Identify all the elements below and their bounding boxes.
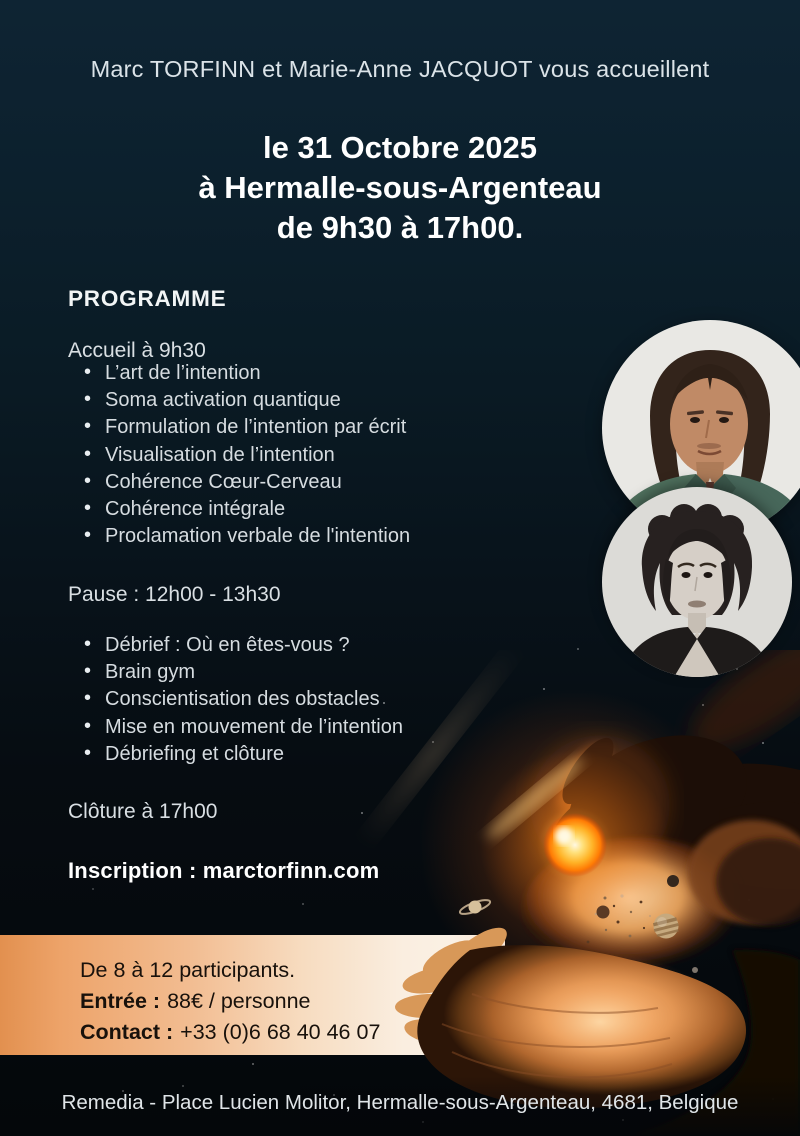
planet-tiny-gray xyxy=(692,967,698,973)
program-item: • Proclamation verbale de l'intention xyxy=(82,523,410,550)
event-time-line: de 9h30 à 17h00. xyxy=(276,210,524,245)
program-item: • Débriefing et clôture xyxy=(82,741,403,768)
program-item: • Conscientisation des obstacles xyxy=(82,686,403,713)
program-item: • Visualisation de l’intention xyxy=(82,442,410,469)
starfield xyxy=(0,0,2,2)
welcome-heading: Marc TORFINN et Marie-Anne JACQUOT vous accueillent xyxy=(90,56,710,82)
venue-address: Remedia - Place Lucien Molitor, Hermalle-sous-Argenteau, 4681, Belgique xyxy=(61,1091,739,1114)
program-item: • L’art de l’intention xyxy=(82,360,410,387)
entry-label: Entrée : xyxy=(80,989,161,1013)
participants-line: De 8 à 12 participants. xyxy=(80,958,296,982)
registration-line: Inscription : marctorfinn.com xyxy=(68,858,380,883)
closing-line: Clôture à 17h00 xyxy=(68,800,218,823)
morning-session-heading: Accueil à 9h30 xyxy=(68,339,206,362)
woman-portrait-photo xyxy=(602,487,792,677)
program-item: • Mise en mouvement de l’intention xyxy=(82,714,403,741)
program-item: • Cohérence Cœur-Cerveau xyxy=(82,469,410,496)
contact-label: Contact : xyxy=(80,1020,174,1044)
event-datetime-block xyxy=(0,128,800,248)
program-item: • Débrief : Où en êtes-vous ? xyxy=(82,632,403,659)
program-item: • Cohérence intégrale xyxy=(82,496,410,523)
planet-brown xyxy=(597,906,610,919)
sun xyxy=(543,813,607,877)
planet-dark-moon xyxy=(667,875,679,887)
event-location-line: à Hermalle-sous-Argenteau xyxy=(198,170,602,205)
entry-value: 88€ / personne xyxy=(167,989,311,1013)
woman-portrait-illustration xyxy=(602,487,792,677)
contact-value: +33 (0)6 68 40 46 07 xyxy=(180,1020,381,1044)
program-item: • Brain gym xyxy=(82,659,403,686)
afternoon-program-list xyxy=(82,632,403,768)
sun-flare xyxy=(555,827,573,845)
program-item: • Formulation de l’intention par écrit xyxy=(82,414,410,441)
pause-line: Pause : 12h00 - 13h30 xyxy=(68,583,281,606)
morning-program-list xyxy=(82,360,410,550)
program-item: • Soma activation quantique xyxy=(82,387,410,414)
event-date-line: le 31 Octobre 2025 xyxy=(263,130,537,165)
program-title: PROGRAMME xyxy=(68,286,227,311)
